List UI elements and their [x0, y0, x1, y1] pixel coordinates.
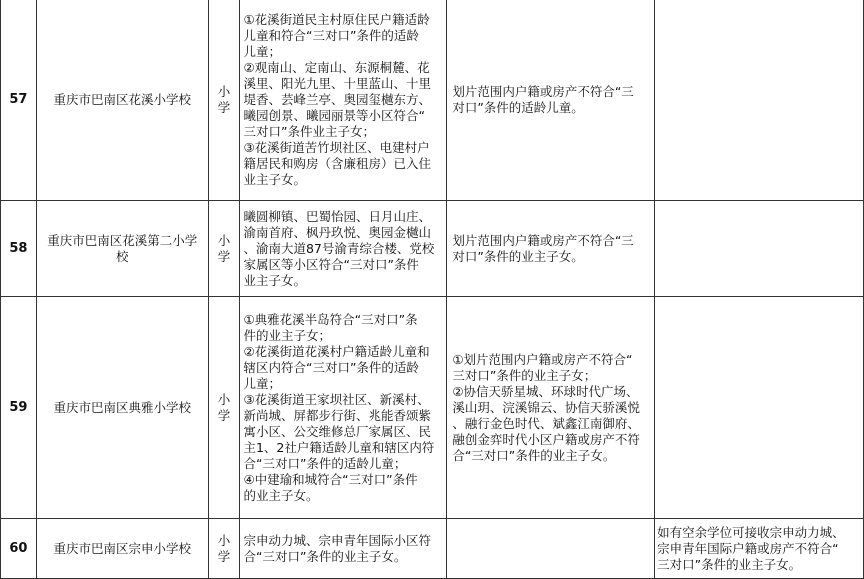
secondary-scope	[447, 519, 655, 579]
text-line: ①划片范围内户籍或房产不符合“	[452, 351, 633, 367]
text-line: 辖区内符合“三对口”条件的适龄	[243, 359, 419, 375]
text-line: ③花溪街道苦竹坝社区、电建村户	[243, 139, 430, 155]
school-type: 小学	[208, 0, 240, 201]
school-name-line: 重庆市巴南区典雅小学校	[53, 399, 191, 415]
school-name	[36, 519, 208, 579]
school-name	[36, 201, 208, 297]
text-line: 、渝南大道87号渝青综合楼、党校	[243, 240, 435, 256]
enrollment-scope	[240, 519, 447, 579]
table-row	[1, 297, 864, 519]
text-line: 划片范围内户籍或房产不符合“三	[452, 232, 634, 248]
text-line: ①花溪街道民主村原住民户籍适龄	[243, 11, 430, 27]
remarks	[655, 201, 864, 297]
school-type: 小学	[208, 519, 240, 579]
school-name	[36, 297, 208, 519]
text-line: 业主子女。	[243, 171, 306, 187]
school-type: 小学	[208, 201, 240, 297]
enrollment-scope	[240, 201, 447, 297]
text-line: 寓小区、公交维修总厂家属区、民	[243, 423, 431, 439]
text-line: 对口”条件的业主子女。	[452, 248, 584, 264]
table-row	[1, 0, 864, 201]
text-line: ①典雅花溪半岛符合“三对口”条	[243, 311, 418, 327]
text-line: 件的业主子女；	[243, 327, 331, 343]
school-name-line: 重庆市巴南区花溪小学校	[53, 91, 191, 107]
text-line: 溪里、阳光九里、十里蓝山、十里	[243, 75, 431, 91]
text-line: 家属区等小区符合“三对口”条件	[243, 256, 419, 272]
text-line: 新尚城、屏都步行街、兆能香颂紫	[243, 407, 431, 423]
text-line: 溪山玥、浣溪锦云、协信天骄溪悦	[452, 399, 640, 415]
text-line: 合“三对口”条件的业主子女。	[452, 447, 616, 463]
row-number: 57	[1, 0, 37, 201]
remarks	[655, 297, 864, 519]
school-type: 小学	[208, 297, 240, 519]
school-name	[36, 0, 208, 201]
text-line: ③花溪街道王家坝社区、新溪村、	[243, 391, 430, 407]
text-line: 三对口”条件的业主子女。	[657, 556, 802, 572]
text-line: 渝南首府、枫丹玖悦、奥园金樾山	[243, 224, 431, 240]
enrollment-scope	[240, 0, 447, 201]
school-name-line: 重庆市巴南区宗申小学校	[53, 540, 191, 556]
school-name-line: 校	[115, 248, 129, 264]
text-line: 三对口”条件业主子女；	[243, 123, 375, 139]
text-line: ④中建瑜和城符合“三对口”条件	[243, 471, 418, 487]
text-line: 堤香、芸峰兰亭、奥园玺樾东方、	[243, 91, 431, 107]
table-body	[1, 0, 864, 579]
secondary-scope	[447, 201, 655, 297]
text-line: 儿童和符合“三对口”条件的适龄	[243, 27, 419, 43]
text-line: 籍居民和购房（含廉租房）已入住	[243, 155, 431, 171]
row-number: 59	[1, 297, 37, 519]
text-line: 的业主子女。	[243, 487, 319, 503]
text-line: 三对口”条件的业主子女；	[452, 367, 597, 383]
text-line: 儿童；	[243, 375, 281, 391]
text-line: 划片范围内户籍或房产不符合“三	[452, 83, 634, 99]
enrollment-scope	[240, 297, 447, 519]
school-name-line: 重庆市巴南区花溪第二小学	[47, 232, 198, 248]
text-line: 对口”条件的适龄儿童。	[452, 99, 584, 115]
text-line: ②花溪街道花溪村户籍适龄儿童和	[243, 343, 430, 359]
text-line: ②协信天骄星城、环球时代广场、	[452, 383, 639, 399]
text-line: 曦园创景、曦园丽景等小区符合“	[243, 107, 425, 123]
text-line: 合“三对口”条件的业主子女。	[243, 548, 407, 564]
remarks	[655, 519, 864, 579]
text-line: 曦圆柳镇、巴蜀怡园、日月山庄、	[243, 208, 431, 224]
table-row	[1, 519, 864, 579]
text-line: 、融行金色时代、斌鑫江南御府、	[452, 415, 640, 431]
row-number: 60	[1, 519, 37, 579]
text-line: 宗申青年国际户籍或房产不符合“	[657, 540, 839, 556]
text-line: 儿童；	[243, 43, 281, 59]
remarks	[655, 0, 864, 201]
secondary-scope	[447, 297, 655, 519]
text-line: 合“三对口”条件的适龄儿童；	[243, 455, 407, 471]
text-line: ②观南山、定南山、东源桐麓、花	[243, 59, 430, 75]
text-line: 主1、2社户籍适龄儿童和辖区内符	[243, 439, 435, 455]
text-line: 业主子女。	[243, 272, 306, 288]
table-row	[1, 201, 864, 297]
secondary-scope	[447, 0, 655, 201]
text-line: 融创金弈时代小区户籍或房产不符	[452, 431, 640, 447]
row-number: 58	[1, 201, 37, 297]
text-line: 宗申动力城、宗申青年国际小区符	[243, 532, 431, 548]
text-line: 如有空余学位可接收宗申动力城、	[657, 524, 845, 540]
